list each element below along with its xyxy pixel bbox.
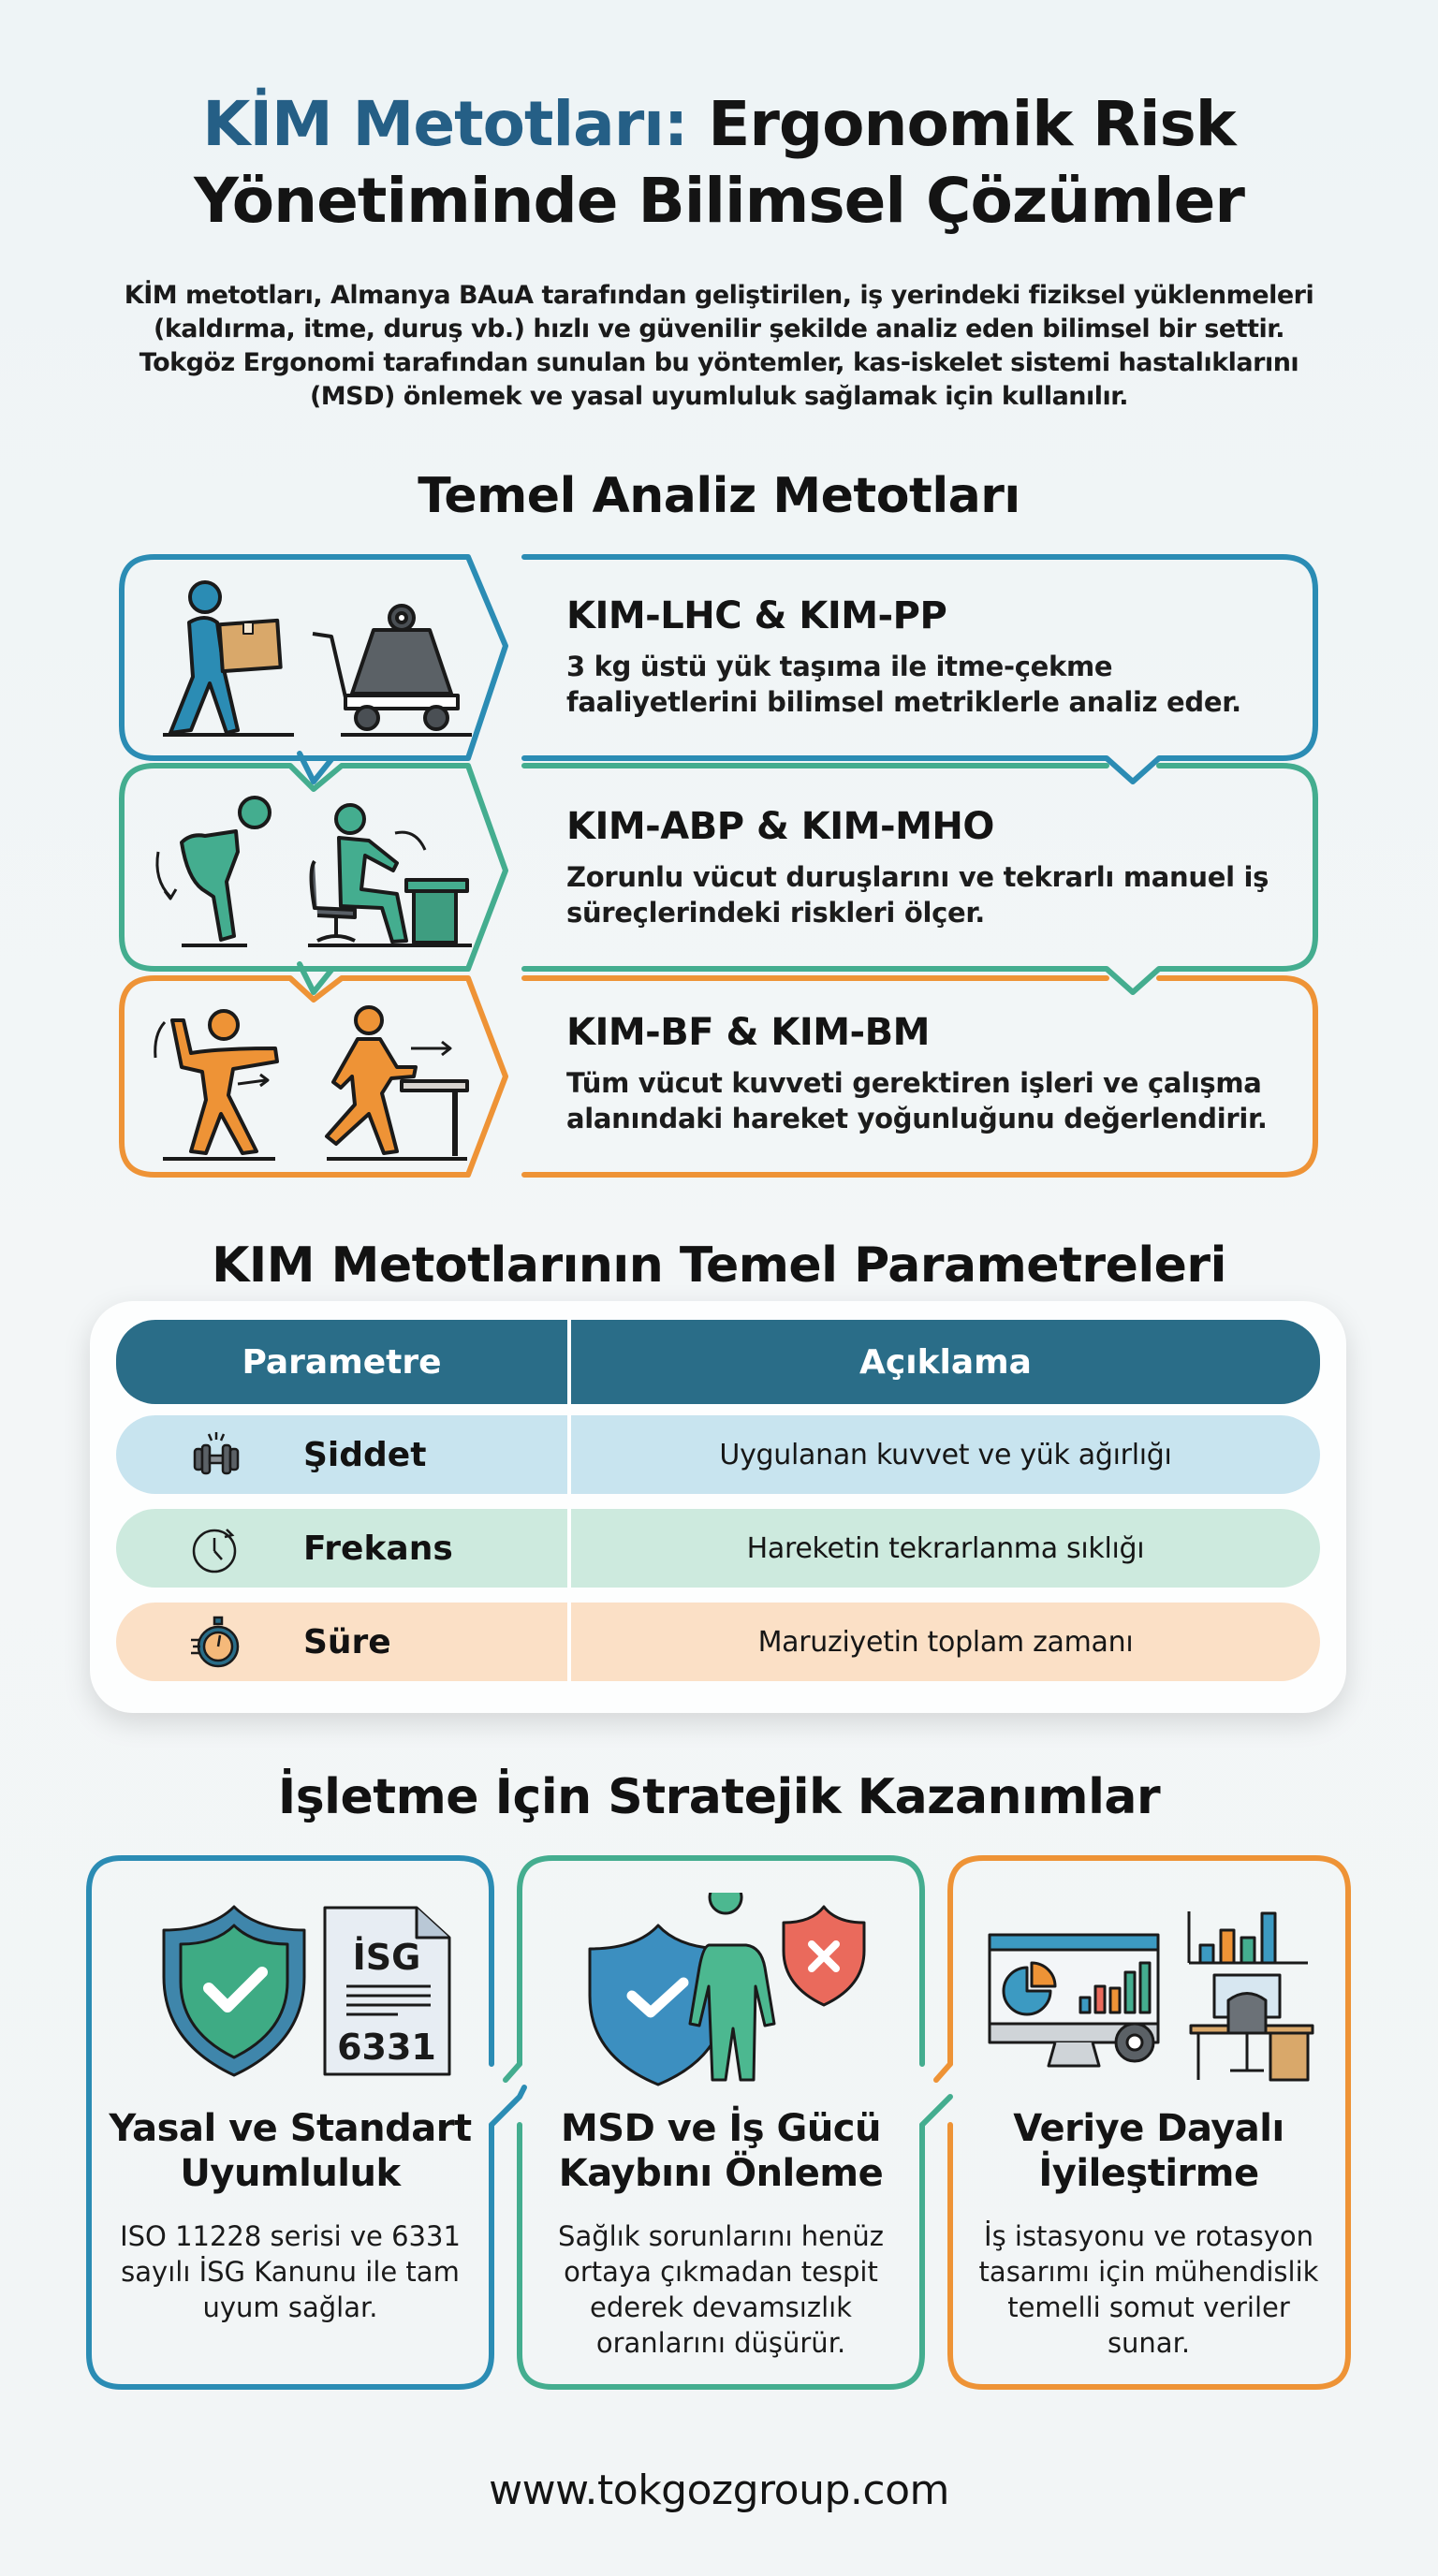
card-description: ISO 11228 serisi ve 6331 sayılı İSG Kanunu ile tam uyum sağlar. <box>120 2220 461 2323</box>
benefit-card-compliance <box>89 1855 492 2417</box>
title-rest: Ergonomik Risk <box>687 88 1236 160</box>
intro-paragraph: KİM metotları, Almanya BAuA tarafından geliştirilen, iş yerindeki fiziksel yüklenmeleri (kaldırma, itme, duruş vb.) hızlı ve güvenilir şekilde analiz eden bilimsel bir settir. Tokgöz Ergonomi tarafından sunulan bu yöntemler, kas-iskelet sistemi hastalıklarını (MSD) önlemek ve yasal uyumluluk sağlamak için kullanılır. <box>124 281 1314 411</box>
param-name: Şiddet <box>303 1435 427 1474</box>
method-3-description: Tüm vücut kuvveti gerektiren işleri ve çalışma alanındaki hareket yoğunluğunu değerlendirir. <box>566 1067 1268 1134</box>
benefit-card-data-driven <box>947 1855 1350 2417</box>
param-description: Hareketin tekrarlanma sıklığı <box>746 1531 1145 1565</box>
website-link[interactable]: www.tokgozgroup.com <box>489 2466 949 2514</box>
method-2-title: KIM-ABP & KIM-MHO <box>566 805 994 848</box>
method-2-description: Zorunlu vücut duruşlarını ve tekrarlı manuel iş süreçlerindeki riskleri ölçer. <box>566 861 1269 929</box>
bending-posture-icon <box>157 798 270 945</box>
method-1-title: KIM-LHC & KIM-PP <box>566 594 947 637</box>
method-1-description: 3 kg üstü yük taşıma ile itme-çekme faaliyetlerini bilimsel metriklerle analiz eder. <box>566 651 1241 718</box>
whole-body-force-icon <box>155 1011 277 1159</box>
method-3-title: KIM-BF & KIM-BM <box>566 1011 930 1054</box>
parameters-table <box>90 1301 1346 1713</box>
card-description: İş istasyonu ve rotasyon tasarımı için mühendislik temelli somut veriler sunar. <box>978 2220 1319 2359</box>
dashboard-workstation-icon <box>976 1893 1322 2089</box>
table-row <box>116 1509 1320 1588</box>
title-line-2: Yönetiminde Bilimsel Çözümler <box>194 165 1244 237</box>
weight-on-cart-icon <box>313 606 472 735</box>
document-number: 6331 <box>337 2027 436 2068</box>
clock-icon <box>189 1522 243 1576</box>
methods-heading: Temel Analiz Metotları <box>418 468 1020 524</box>
param-name: Süre <box>303 1622 391 1661</box>
stopwatch-icon <box>189 1616 243 1670</box>
walking-movement-icon <box>327 1007 467 1159</box>
seated-workstation-icon <box>308 805 472 945</box>
method-2-icons <box>116 777 500 981</box>
title-accent: KİM Metotları: <box>202 88 688 160</box>
benefits-heading: İşletme İçin Stratejik Kazanımlar <box>277 1769 1161 1825</box>
method-3-icons <box>116 983 500 1187</box>
parameters-heading: KIM Metotlarının Temel Parametreleri <box>212 1237 1226 1294</box>
method-1-card <box>520 566 1306 770</box>
column-header-description: Açıklama <box>859 1342 1032 1382</box>
table-row <box>116 1415 1320 1494</box>
method-3-card <box>520 983 1306 1187</box>
shield-check-document-icon <box>117 1893 463 2089</box>
benefit-card-msd-prevention <box>520 1855 922 2417</box>
param-description: Uygulanan kuvvet ve yük ağırlığı <box>719 1438 1172 1471</box>
card-title: Veriye Dayalı İyileştirme <box>1013 2107 1284 2195</box>
card-title: MSD ve İş Gücü Kaybını Önleme <box>558 2107 884 2195</box>
bar-chart-icon <box>1200 1945 1213 1963</box>
person-carrying-box-icon <box>163 582 294 735</box>
body-shield-icon <box>548 1893 894 2089</box>
param-name: Frekans <box>303 1529 453 1568</box>
table-header-row <box>116 1320 1320 1404</box>
card-description: Sağlık sorunlarını henüz ortaya çıkmadan tespit ederek devamsızlık oranlarını düşürür. <box>558 2220 884 2359</box>
table-row <box>116 1603 1320 1681</box>
office-chair-icon <box>1228 1994 1266 2034</box>
method-1-icons <box>116 566 500 770</box>
page-title <box>0 86 1438 240</box>
method-2-card <box>520 777 1306 981</box>
card-title: Yasal ve Standart Uyumluluk <box>109 2107 472 2195</box>
dumbbell-icon <box>189 1428 243 1483</box>
document-label: İSG <box>352 1937 421 1978</box>
param-description: Maruziyetin toplam zamanı <box>757 1625 1134 1659</box>
column-header-parameter: Parametre <box>242 1342 442 1382</box>
